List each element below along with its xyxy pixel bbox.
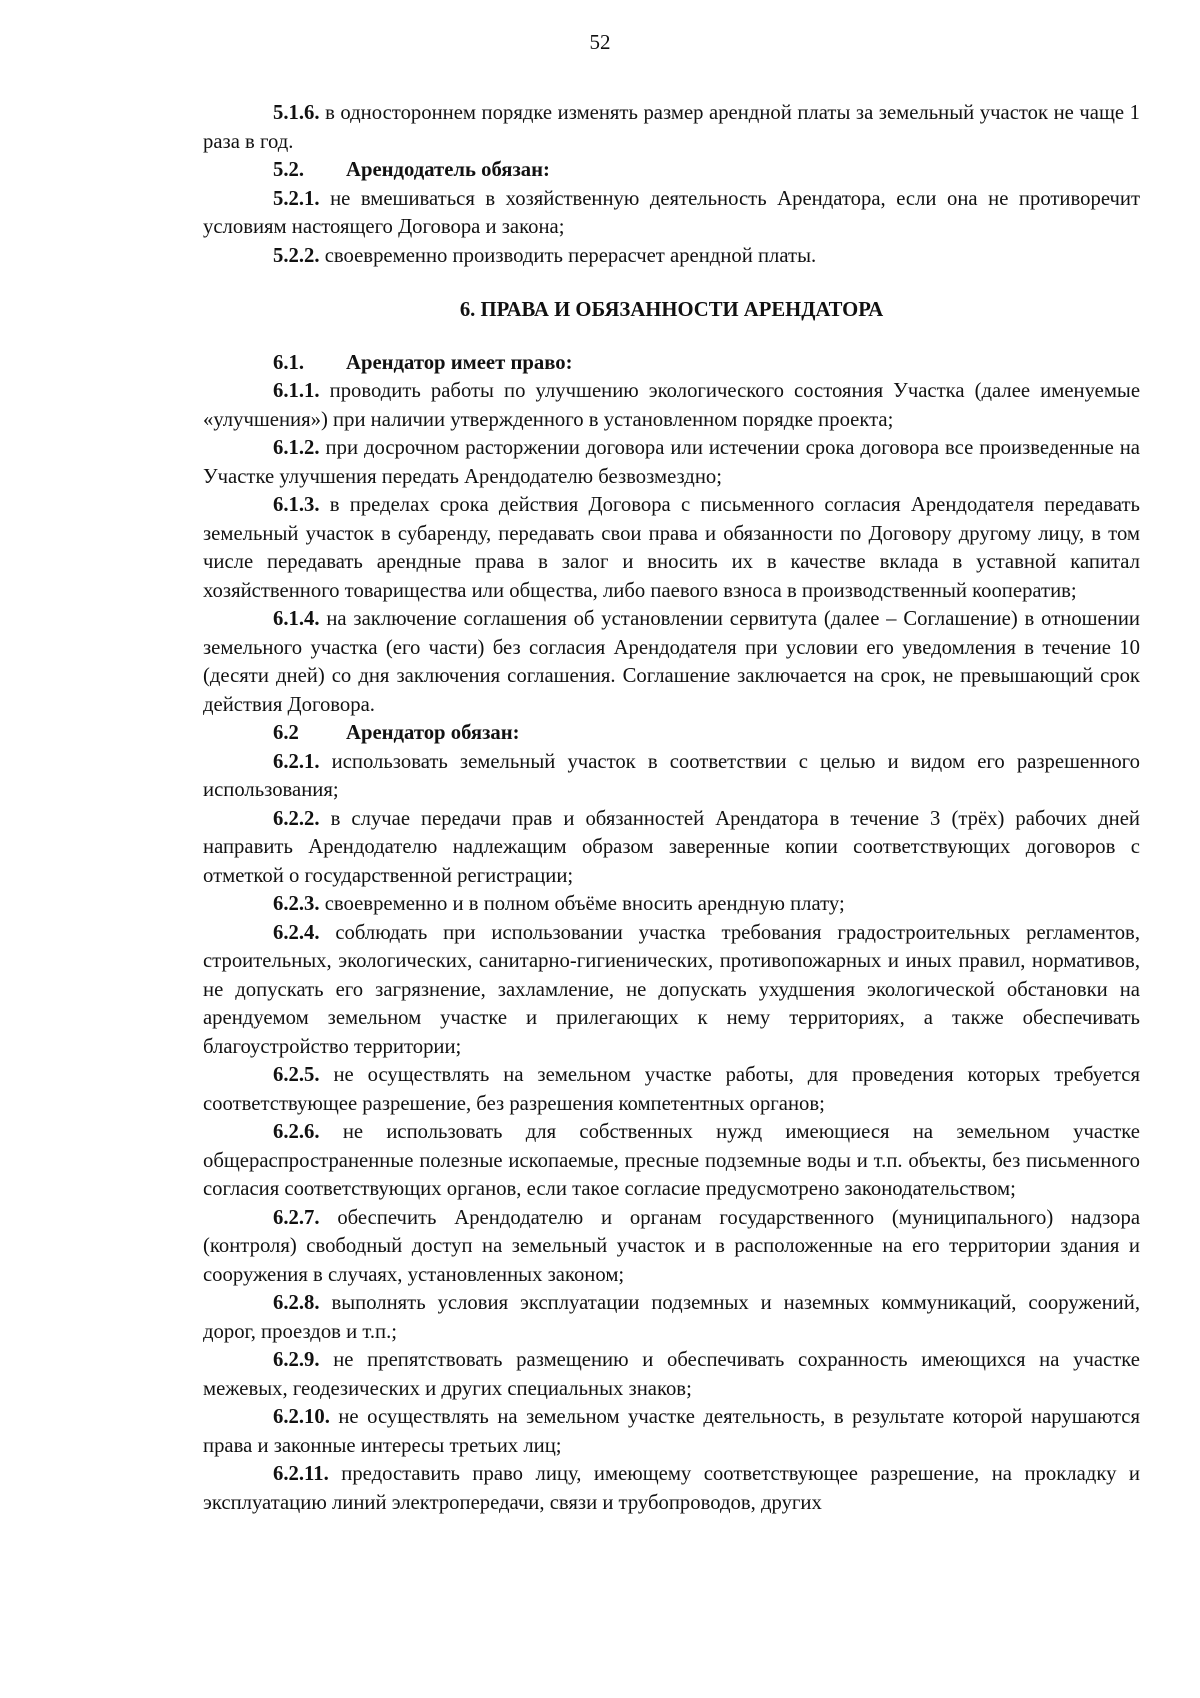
clause-text: не использовать для собственных нужд имеющиеся на земельном участке общераспространенные полезные ископаемые, пресные подземные воды и т.п. объекты, без письменного согласия соответствующих органов, если такое согласие предусмотрено законодательством;: [203, 1121, 1140, 1200]
section-6-body: [203, 349, 1140, 1518]
subsection-title-text: Арендатор имеет право:: [346, 351, 573, 374]
page-number: 52: [589, 30, 611, 54]
clause-number: 6.2: [273, 722, 299, 744]
clause-paragraph: [203, 805, 1140, 891]
clause-text: в пределах срока действия Договора с письменного согласия Арендодателя передавать земельный участок в субаренду, передавать свои права и обязанности по Договору другому лицу, в том числе передавать арендные права в залог и вносить их в качестве вклада в уставной капитал хозяйственного товарищества или общества, либо паевого взноса в производственный кооператив;: [203, 494, 1140, 602]
clause-paragraph: [203, 1403, 1140, 1460]
clause-text: обеспечить Арендодателю и органам государственного (муниципального) надзора (контроля) свободный доступ на земельный участок и в расположенные на его территории здания и сооружения в случаях, установленных законом;: [203, 1206, 1140, 1286]
clause-text: проводить работы по улучшению экологического состояния Участка (далее именуемые «улучшения») при наличии утвержденного в установленном порядке проекта;: [203, 380, 1140, 431]
clause-text: в случае передачи прав и обязанностей Арендатора в течение 3 (трёх) рабочих дней направить Арендодателю надлежащим образом заверенные копии соответствующих договоров с отметкой о государственной регистрации;: [203, 807, 1140, 887]
subsection-title-text: Арендатор обязан:: [346, 722, 520, 744]
clause-text: выполнять условия эксплуатации подземных и наземных коммуникаций, сооружений, дорог, проездов и т.п.;: [203, 1292, 1140, 1343]
clause-number: 5.1.6.: [273, 102, 320, 124]
clause-text: при досрочном расторжении договора или истечении срока договора все произведенные на Участке улучшения передать Арендодателю безвозмездно;: [203, 437, 1140, 488]
clause-text: использовать земельный участок в соответствии с целью и видом его разрешенного использования;: [203, 750, 1140, 801]
clause-text: на заключение соглашения об установлении сервитута (далее – Соглашение) в отношении земельного участка (его части) без согласия Арендодателя при условии его уведомления в течение 10 (десяти дней) со дня заключения соглашения. Соглашение заключается на срок, не превышающий срок действия Договора.: [203, 608, 1140, 716]
clause-text: соблюдать при использовании участка требования градостроительных регламентов, строительных, экологических, санитарно-гигиенических, противопожарных и иных правил, нормативов, не допускать его загрязнение, захламление, не допускать ухудшения экологической обстановки на арендуемом земельном участке и прилегающих к нему территориях, а также обеспечивать благоустройство территории;: [203, 921, 1140, 1058]
clause-text: не препятствовать размещению и обеспечивать сохранность имеющихся на участке межевых, геодезических и других специальных знаков;: [203, 1349, 1140, 1400]
clause-number: 6.2.3.: [273, 893, 320, 915]
clause-paragraph: [203, 890, 1140, 919]
clause-text: не осуществлять на земельном участке работы, для проведения которых требуется соответствующее разрешение, без разрешения компетентных органов;: [203, 1064, 1140, 1115]
clause-paragraph: [203, 748, 1140, 805]
clause-paragraph: [203, 1346, 1140, 1403]
clause-text: своевременно и в полном объёме вносить арендную плату;: [319, 893, 845, 915]
clause-text: не осуществлять на земельном участке деятельность, в результате которой нарушаются права и законные интересы третьих лиц;: [203, 1406, 1140, 1457]
clause-number: 6.1.3.: [273, 494, 320, 516]
subsection-title: [203, 349, 1140, 378]
clause-number: 6.2.1.: [273, 750, 320, 773]
clause-number: 6.2.9.: [273, 1349, 320, 1371]
section-heading: 6. ПРАВА И ОБЯЗАННОСТИ АРЕНДАТОРА: [459, 299, 884, 321]
document-body: [203, 99, 1140, 1517]
clause-paragraph: [203, 1204, 1140, 1290]
clause-text: своевременно производить перерасчет арендной платы.: [319, 244, 817, 267]
clause-number: 6.2.5.: [273, 1064, 320, 1086]
clause-number: 6.1.1.: [273, 380, 320, 402]
clause-number: 6.2.6.: [273, 1121, 320, 1143]
clause-paragraph: [203, 605, 1140, 719]
clause-number: 6.2.2.: [273, 807, 320, 830]
clause-number: 6.1.2.: [273, 437, 320, 459]
clause-paragraph: [203, 185, 1140, 242]
clause-paragraph: [203, 434, 1140, 491]
clause-text: в одностороннем порядке изменять размер арендной платы за земельный участок не чаще 1 раза в год.: [203, 102, 1140, 153]
section-5-continuation: [203, 99, 1140, 270]
clause-paragraph: [203, 491, 1140, 605]
subsection-title: [203, 719, 1140, 748]
clause-number: 6.1.: [273, 351, 305, 374]
subsection-title-text: Арендодатель обязан:: [346, 159, 550, 181]
subsection-title: [203, 156, 1140, 185]
clause-number: 6.2.7.: [273, 1206, 320, 1229]
clause-number: 5.2.1.: [273, 187, 320, 210]
clause-number: 5.2.2.: [273, 244, 320, 267]
clause-paragraph: [203, 1460, 1140, 1517]
clause-paragraph: [203, 99, 1140, 156]
clause-text: не вмешиваться в хозяйственную деятельность Арендатора, если она не противоречит условиям настоящего Договора и закона;: [203, 187, 1140, 238]
clause-paragraph: [203, 1118, 1140, 1204]
clause-paragraph: [203, 919, 1140, 1062]
clause-paragraph: [203, 1061, 1140, 1118]
clause-paragraph: [203, 242, 1140, 271]
clause-paragraph: [203, 377, 1140, 434]
clause-number: 6.2.8.: [273, 1292, 320, 1314]
clause-number: 6.2.11.: [273, 1463, 329, 1485]
clause-text: предоставить право лицу, имеющему соответствующее разрешение, на прокладку и эксплуатацию линий электропередачи, связи и трубопроводов, других: [203, 1463, 1140, 1514]
clause-number: 5.2.: [273, 159, 305, 181]
clause-paragraph: [203, 1289, 1140, 1346]
clause-number: 6.2.10.: [273, 1406, 330, 1428]
clause-number: 6.2.4.: [273, 921, 320, 944]
clause-number: 6.1.4.: [273, 608, 320, 630]
